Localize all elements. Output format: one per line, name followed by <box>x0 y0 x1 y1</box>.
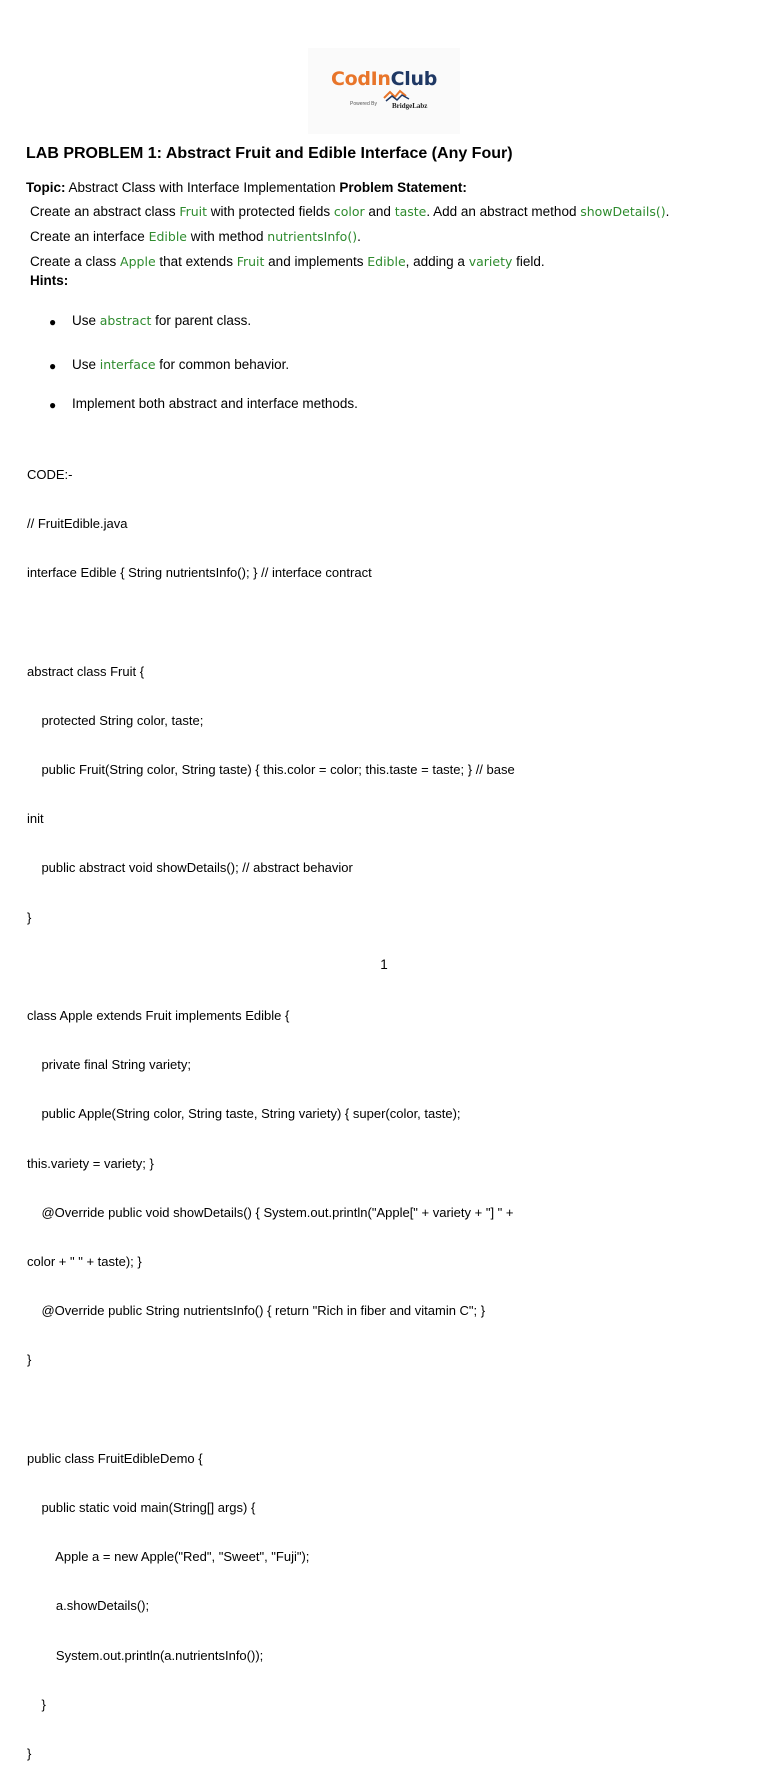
code-line: color + " " + taste); } <box>27 1254 142 1270</box>
code-line: init <box>27 811 44 827</box>
code-line: } <box>27 1696 46 1712</box>
page-title: LAB PROBLEM 1: Abstract Fruit and Edible Interface (Any Four) <box>26 145 513 162</box>
logo-powered-by: Powered By <box>350 101 377 107</box>
code-line: } <box>27 1746 32 1762</box>
code-line: private final String variety; <box>27 1057 192 1073</box>
codinclub-logo <box>308 48 460 134</box>
keyword: interface <box>99 357 156 372</box>
keyword: Edible <box>367 254 406 269</box>
code-line <box>27 1402 515 1418</box>
code-line: } <box>27 1352 32 1368</box>
hint-item: Use abstract for parent class. <box>72 313 252 328</box>
keyword: taste <box>394 204 427 219</box>
problem-statement-label: Problem Statement: <box>339 180 467 195</box>
code-line: CODE:- <box>27 466 73 482</box>
keyword: nutrientsInfo() <box>267 229 358 244</box>
code-line: System.out.println(a.nutrientsInfo()); <box>27 1647 264 1663</box>
code-line: public Fruit(String color, String taste) { this.color = color; this.taste = taste; } // base <box>27 762 515 778</box>
code-line: Apple a = new Apple("Red", "Sweet", "Fuji"); <box>27 1549 310 1565</box>
hint-item: Implement both abstract and interface methods. <box>72 396 358 411</box>
code-line: public Apple(String color, String taste, String variety) { super(color, taste); <box>27 1106 461 1122</box>
page-number: 1 <box>380 957 388 972</box>
bridgelabz-mark-icon <box>382 88 412 102</box>
code-line: a.showDetails(); <box>27 1598 150 1614</box>
code-line: protected String color, taste; <box>27 712 204 728</box>
keyword: color <box>333 204 365 219</box>
code-line <box>27 614 515 630</box>
logo-company: BridgeLabz <box>392 102 428 110</box>
statement-3: Create a class Apple that extends Fruit and implements Edible, adding a variety field. <box>30 254 545 269</box>
bullet-icon: ● <box>49 359 57 373</box>
code-line: } <box>27 909 32 925</box>
code-line: public class FruitEdibleDemo { <box>27 1450 203 1466</box>
keyword: showDetails() <box>580 204 666 219</box>
topic-text: Abstract Class with Interface Implementation <box>65 180 340 195</box>
code-line: interface Edible { String nutrientsInfo(); } // interface contract <box>27 565 372 581</box>
statement-2: Create an interface Edible with method nutrientsInfo(). <box>30 229 361 244</box>
logo-wordmark: CodInClub <box>330 68 438 90</box>
hints-label: Hints: <box>30 273 69 288</box>
code-line: public static void main(String[] args) { <box>27 1500 256 1516</box>
code-line: // FruitEdible.java <box>27 516 128 532</box>
hint-item: Use interface for common behavior. <box>72 357 290 372</box>
code-line: abstract class Fruit { <box>27 663 145 679</box>
bullet-icon: ● <box>49 398 57 412</box>
keyword: variety <box>468 254 513 269</box>
keyword: Fruit <box>236 254 265 269</box>
keyword: Apple <box>120 254 156 269</box>
statement-1: Create an abstract class Fruit with protected fields color and taste. Add an abstract method showDetails(). <box>30 204 670 219</box>
keyword: abstract <box>99 313 152 328</box>
keyword: Edible <box>148 229 187 244</box>
code-line: class Apple extends Fruit implements Edible { <box>27 1008 290 1024</box>
code-line: this.variety = variety; } <box>27 1155 154 1171</box>
code-block <box>27 434 515 1779</box>
bullet-icon: ● <box>49 315 57 329</box>
topic-label: Topic: <box>26 180 66 195</box>
code-line: public abstract void showDetails(); // abstract behavior <box>27 860 353 876</box>
topic-line <box>26 180 467 195</box>
code-line: @Override public String nutrientsInfo() { return "Rich in fiber and vitamin C"; } <box>27 1303 486 1319</box>
keyword: Fruit <box>179 204 208 219</box>
code-line: @Override public void showDetails() { System.out.println("Apple[" + variety + "] " + <box>27 1204 514 1220</box>
